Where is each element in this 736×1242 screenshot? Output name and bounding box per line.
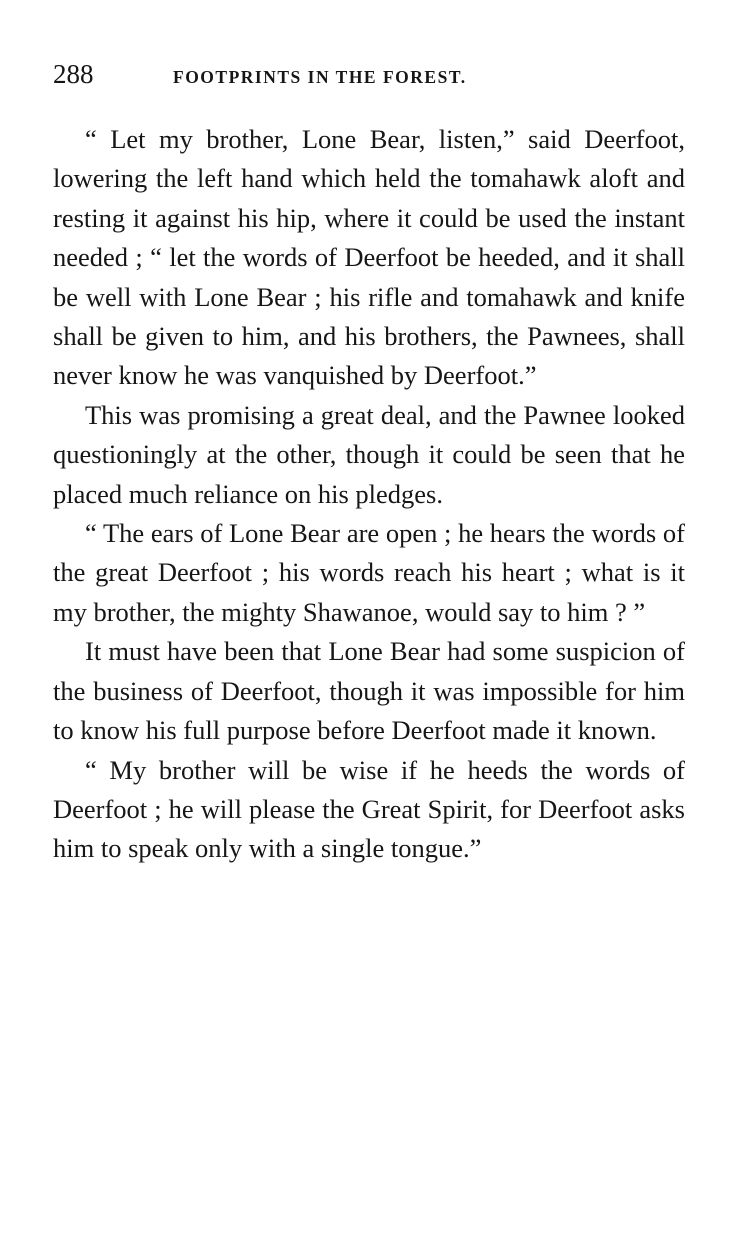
running-title: FOOTPRINTS IN THE FOREST. [173, 67, 467, 87]
page-number: 288 [53, 59, 94, 89]
body-text [53, 120, 685, 869]
paragraph-1: “ Let my brother, Lone Bear, listen,” said Deerfoot, lowering the left hand which held the tomahawk aloft and resting it against his hip, where it could be used the instant needed ; “ let the words of Deerfoot be heeded, and it shall be well with Lone Bear ; his rifle and tomahawk and knife shall be given to him, and his brothers, the Pawnees, shall never know he was vanquished by Deerfoot.” [53, 124, 685, 391]
paragraph-2: This was promising a great deal, and the Pawnee looked questioningly at the other, though it could be seen that he placed much reliance on his pledges. [53, 399, 685, 509]
paragraph-3: “ The ears of Lone Bear are open ; he hears the words of the great Deerfoot ; his words reach his heart ; what is it my brother, the mighty Shawanoe, would say to him ? ” [53, 518, 685, 627]
paragraph-5: “ My brother will be wise if he heeds the words of Deerfoot ; he will please the Great Spirit, for Deerfoot asks him to speak only with a single tongue.” [53, 754, 685, 864]
paragraph-4: It must have been that Lone Bear had some suspicion of the business of Deerfoot, though it was impossible for him to know his full purpose before Deerfoot made it known. [53, 636, 685, 746]
running-head [53, 54, 693, 94]
